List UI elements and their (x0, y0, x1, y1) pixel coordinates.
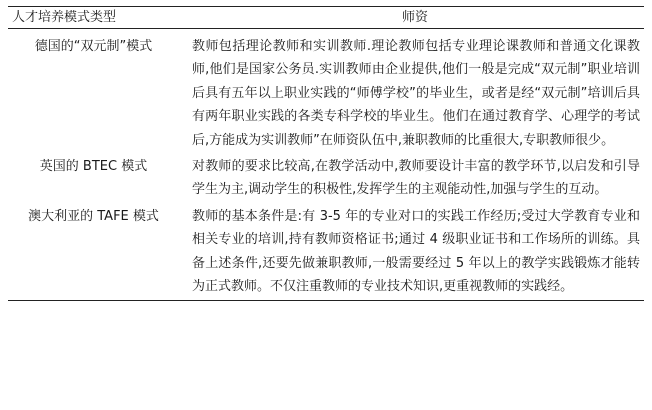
row-mode-uk: 英国的 BTEC 模式 (39, 159, 148, 175)
table-row (8, 29, 644, 154)
table-row (8, 203, 644, 301)
row-mode-australia: 澳大利亚的 TAFE 模式 (8, 203, 186, 301)
row-description-uk: 对教师的要求比较高,在教学活动中,教师要设计丰富的教学环节,以启发和引导学生为主,调动学生的积极性,发挥学生的主观能动性,加强与学生的互动。 (192, 159, 640, 198)
row-description-germany: 教师包括理论教师和实训教师.理论教师包括专业理论课教师和普通文化课教师,他们是国家公务员.实训教师由企业提供,他们一般是完成“双元制”职业培训后具有五年以上职业实践的“师傅学校”的毕业生，或者是经“双元制”培训后具有两年职业实践的各类专科学校的毕业生。他们在通过教育学、心理学的考试后,方能成为实训教师”在师资队伍中,兼职教师的比重很大,专职教师很少。 (192, 39, 640, 148)
row-mode-germany: 德国的“双元制”模式 (34, 39, 153, 54)
row-description-australia: 教师的基本条件是:有 3-5 年的专业对口的实践工作经历;受过大学教育专业和相关专业的培训,持有教师资格证书;通过 4 级职业证书和工作场所的训练。具备上述条件,还要先做兼职教师,一般需要经过 5 年以上的教学实践锻炼才能转为正式教师。不仅注重教师的专业技术知识,更重视教师的实践经。 (186, 203, 644, 301)
table-row (8, 153, 644, 203)
header-teachers: 师资 (186, 7, 644, 29)
talent-training-table (8, 6, 644, 301)
header-mode-type: 人才培养模式类型 (8, 7, 186, 29)
table-header-row (8, 7, 644, 29)
